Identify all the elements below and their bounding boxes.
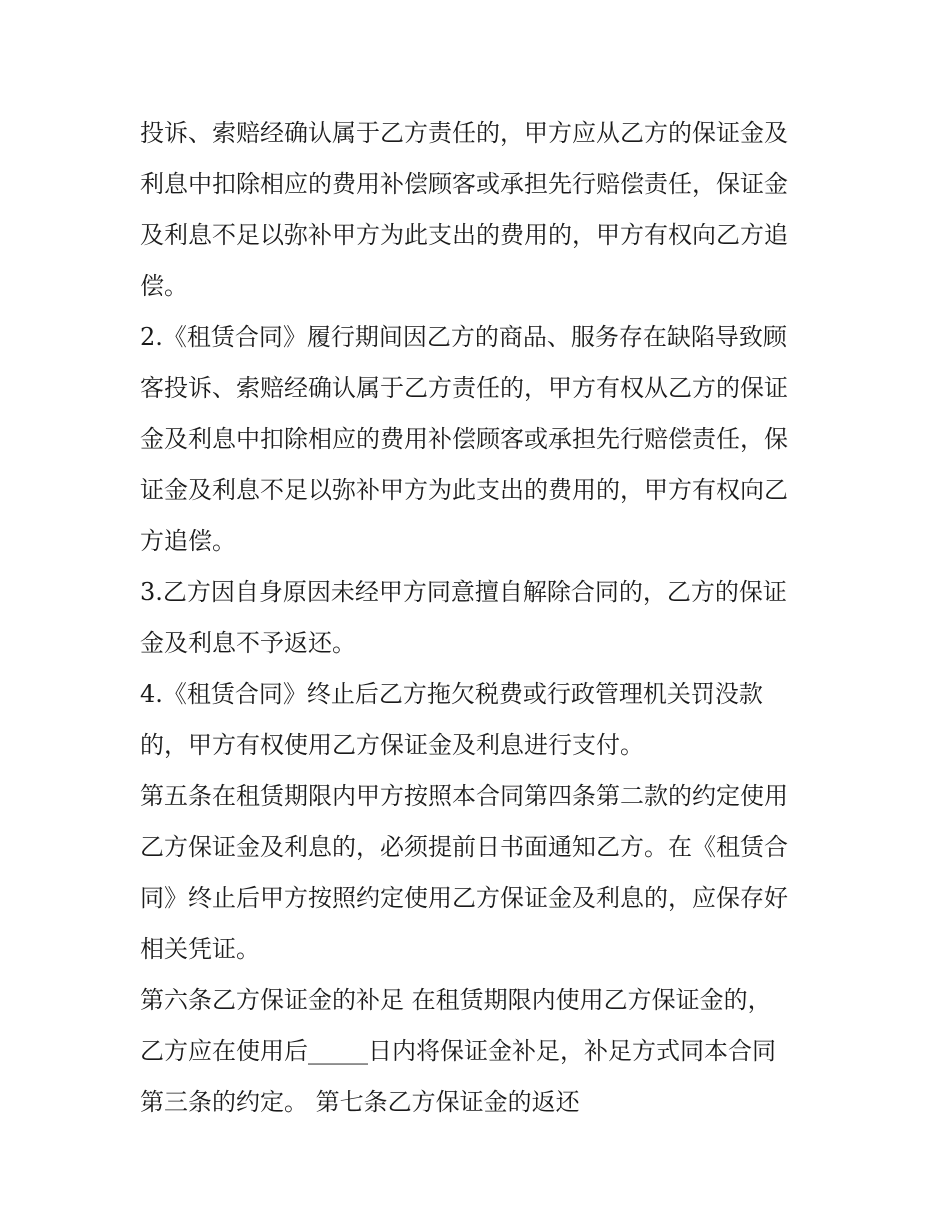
text-line: 2.《租赁合同》履行期间因乙方的商品、服务存在缺陷导致顾 xyxy=(140,323,787,351)
text-line: 第五条在租赁期限内甲方按照本合同第四条第二款的约定使用 xyxy=(140,782,788,810)
text-line: 乙方应在使用后_____日内将保证金补足，补足方式同本合同 xyxy=(140,1037,776,1065)
text-line: 金及利息中扣除相应的费用补偿顾客或承担先行赔偿责任，保 xyxy=(140,425,788,453)
text-line: 证金及利息不足以弥补甲方为此支出的费用的，甲方有权向乙 xyxy=(140,476,788,504)
text-line: 投诉、索赔经确认属于乙方责任的，甲方应从乙方的保证金及 xyxy=(140,119,788,147)
text-line: 乙方保证金及利息的，必须提前日书面通知乙方。在《租赁合 xyxy=(140,833,788,861)
text-line: 同》终止后甲方按照约定使用乙方保证金及利息的，应保存好 xyxy=(140,884,788,912)
text-line: 方追偿。 xyxy=(140,527,236,555)
text-line: 4.《租赁合同》终止后乙方拖欠税费或行政管理机关罚没款 xyxy=(140,680,763,708)
text-line: 利息中扣除相应的费用补偿顾客或承担先行赔偿责任，保证金 xyxy=(140,170,788,198)
text-line: 客投诉、索赔经确认属于乙方责任的，甲方有权从乙方的保证 xyxy=(140,374,788,402)
text-line: 偿。 xyxy=(140,272,188,300)
text-line: 及利息不足以弥补甲方为此支出的费用的，甲方有权向乙方追 xyxy=(140,221,788,249)
text-line: 第六条乙方保证金的补足 在租赁期限内使用乙方保证金的， xyxy=(140,986,772,1014)
document-body xyxy=(140,108,820,1128)
text-line: 第三条的约定。 第七条乙方保证金的返还 xyxy=(140,1088,580,1116)
text-line: 3.乙方因自身原因未经甲方同意擅自解除合同的，乙方的保证 xyxy=(140,578,787,606)
text-line: 金及利息不予返还。 xyxy=(140,629,356,657)
text-line: 相关凭证。 xyxy=(140,935,260,963)
text-line: 的，甲方有权使用乙方保证金及利息进行支付。 xyxy=(140,731,644,759)
